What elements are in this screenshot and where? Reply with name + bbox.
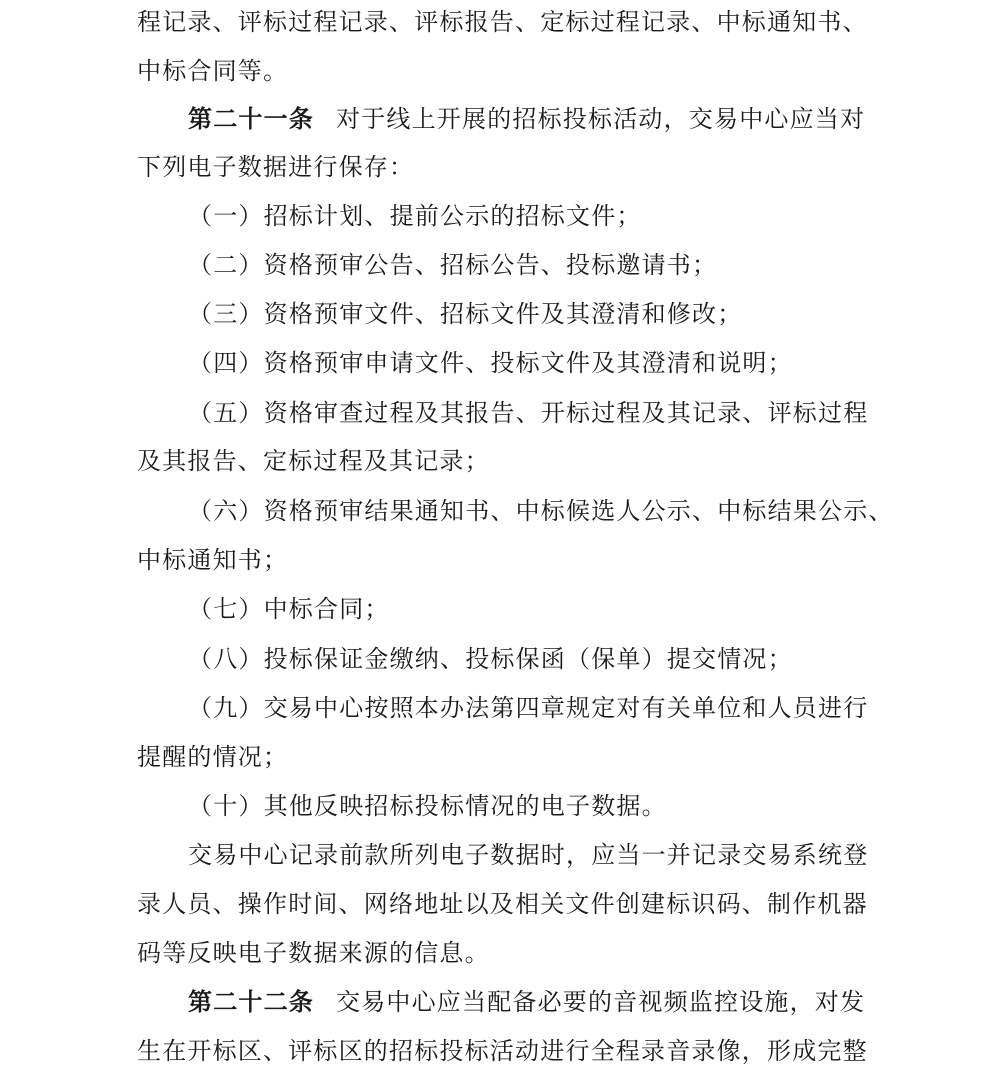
text-line: 及其报告、定标过程及其记录； (137, 447, 490, 475)
text-line: 交易中心记录前款所列电子数据时，应当一并记录交易系统登 (188, 841, 869, 869)
list-item: （六）资格预审结果通知书、中标候选人公示、中标结果公示、 (188, 497, 894, 525)
list-item: （九）交易中心按照本办法第四章规定对有关单位和人员进行 (188, 694, 869, 722)
list-item: （二）资格预审公告、招标公告、投标邀请书； (188, 251, 718, 279)
text-line: 对于线上开展的招标投标活动，交易中心应当对 (336, 105, 866, 133)
article-21-first-line (188, 101, 865, 137)
list-item: （四）资格预审申请文件、投标文件及其澄清和说明； (188, 349, 793, 377)
text-line: 交易中心应当配备必要的音视频监控设施，对发 (336, 988, 866, 1016)
article-22-first-line (188, 984, 865, 1020)
list-item: （五）资格审查过程及其报告、开标过程及其记录、评标过程 (188, 399, 869, 427)
text-line: 下列电子数据进行保存： (137, 153, 415, 181)
text-line: 生在开标区、评标区的招标投标活动进行全程录音录像，形成完整 (137, 1037, 868, 1065)
list-item: （十）其他反映招标投标情况的电子数据。 (188, 792, 667, 820)
article-22-heading: 第二十二条 (188, 988, 314, 1016)
list-item: （一）招标计划、提前公示的招标文件； (188, 202, 642, 230)
text-line: 提醒的情况； (137, 743, 289, 771)
list-item: （七）中标合同； (188, 595, 390, 623)
text-line: 程记录、评标过程记录、评标报告、定标过程记录、中标通知书、 (137, 8, 868, 36)
list-item: （八）投标保证金缴纳、投标保函（保单）提交情况； (188, 645, 793, 673)
text-line: 中标合同等。 (137, 57, 289, 85)
list-item: （三）资格预审文件、招标文件及其澄清和修改； (188, 300, 743, 328)
text-line: 录人员、操作时间、网络地址以及相关文件创建标识码、制作机器 (137, 890, 868, 918)
text-line: 码等反映电子数据来源的信息。 (137, 939, 490, 967)
article-21-heading: 第二十一条 (188, 105, 314, 133)
text-line: 中标通知书； (137, 546, 289, 574)
